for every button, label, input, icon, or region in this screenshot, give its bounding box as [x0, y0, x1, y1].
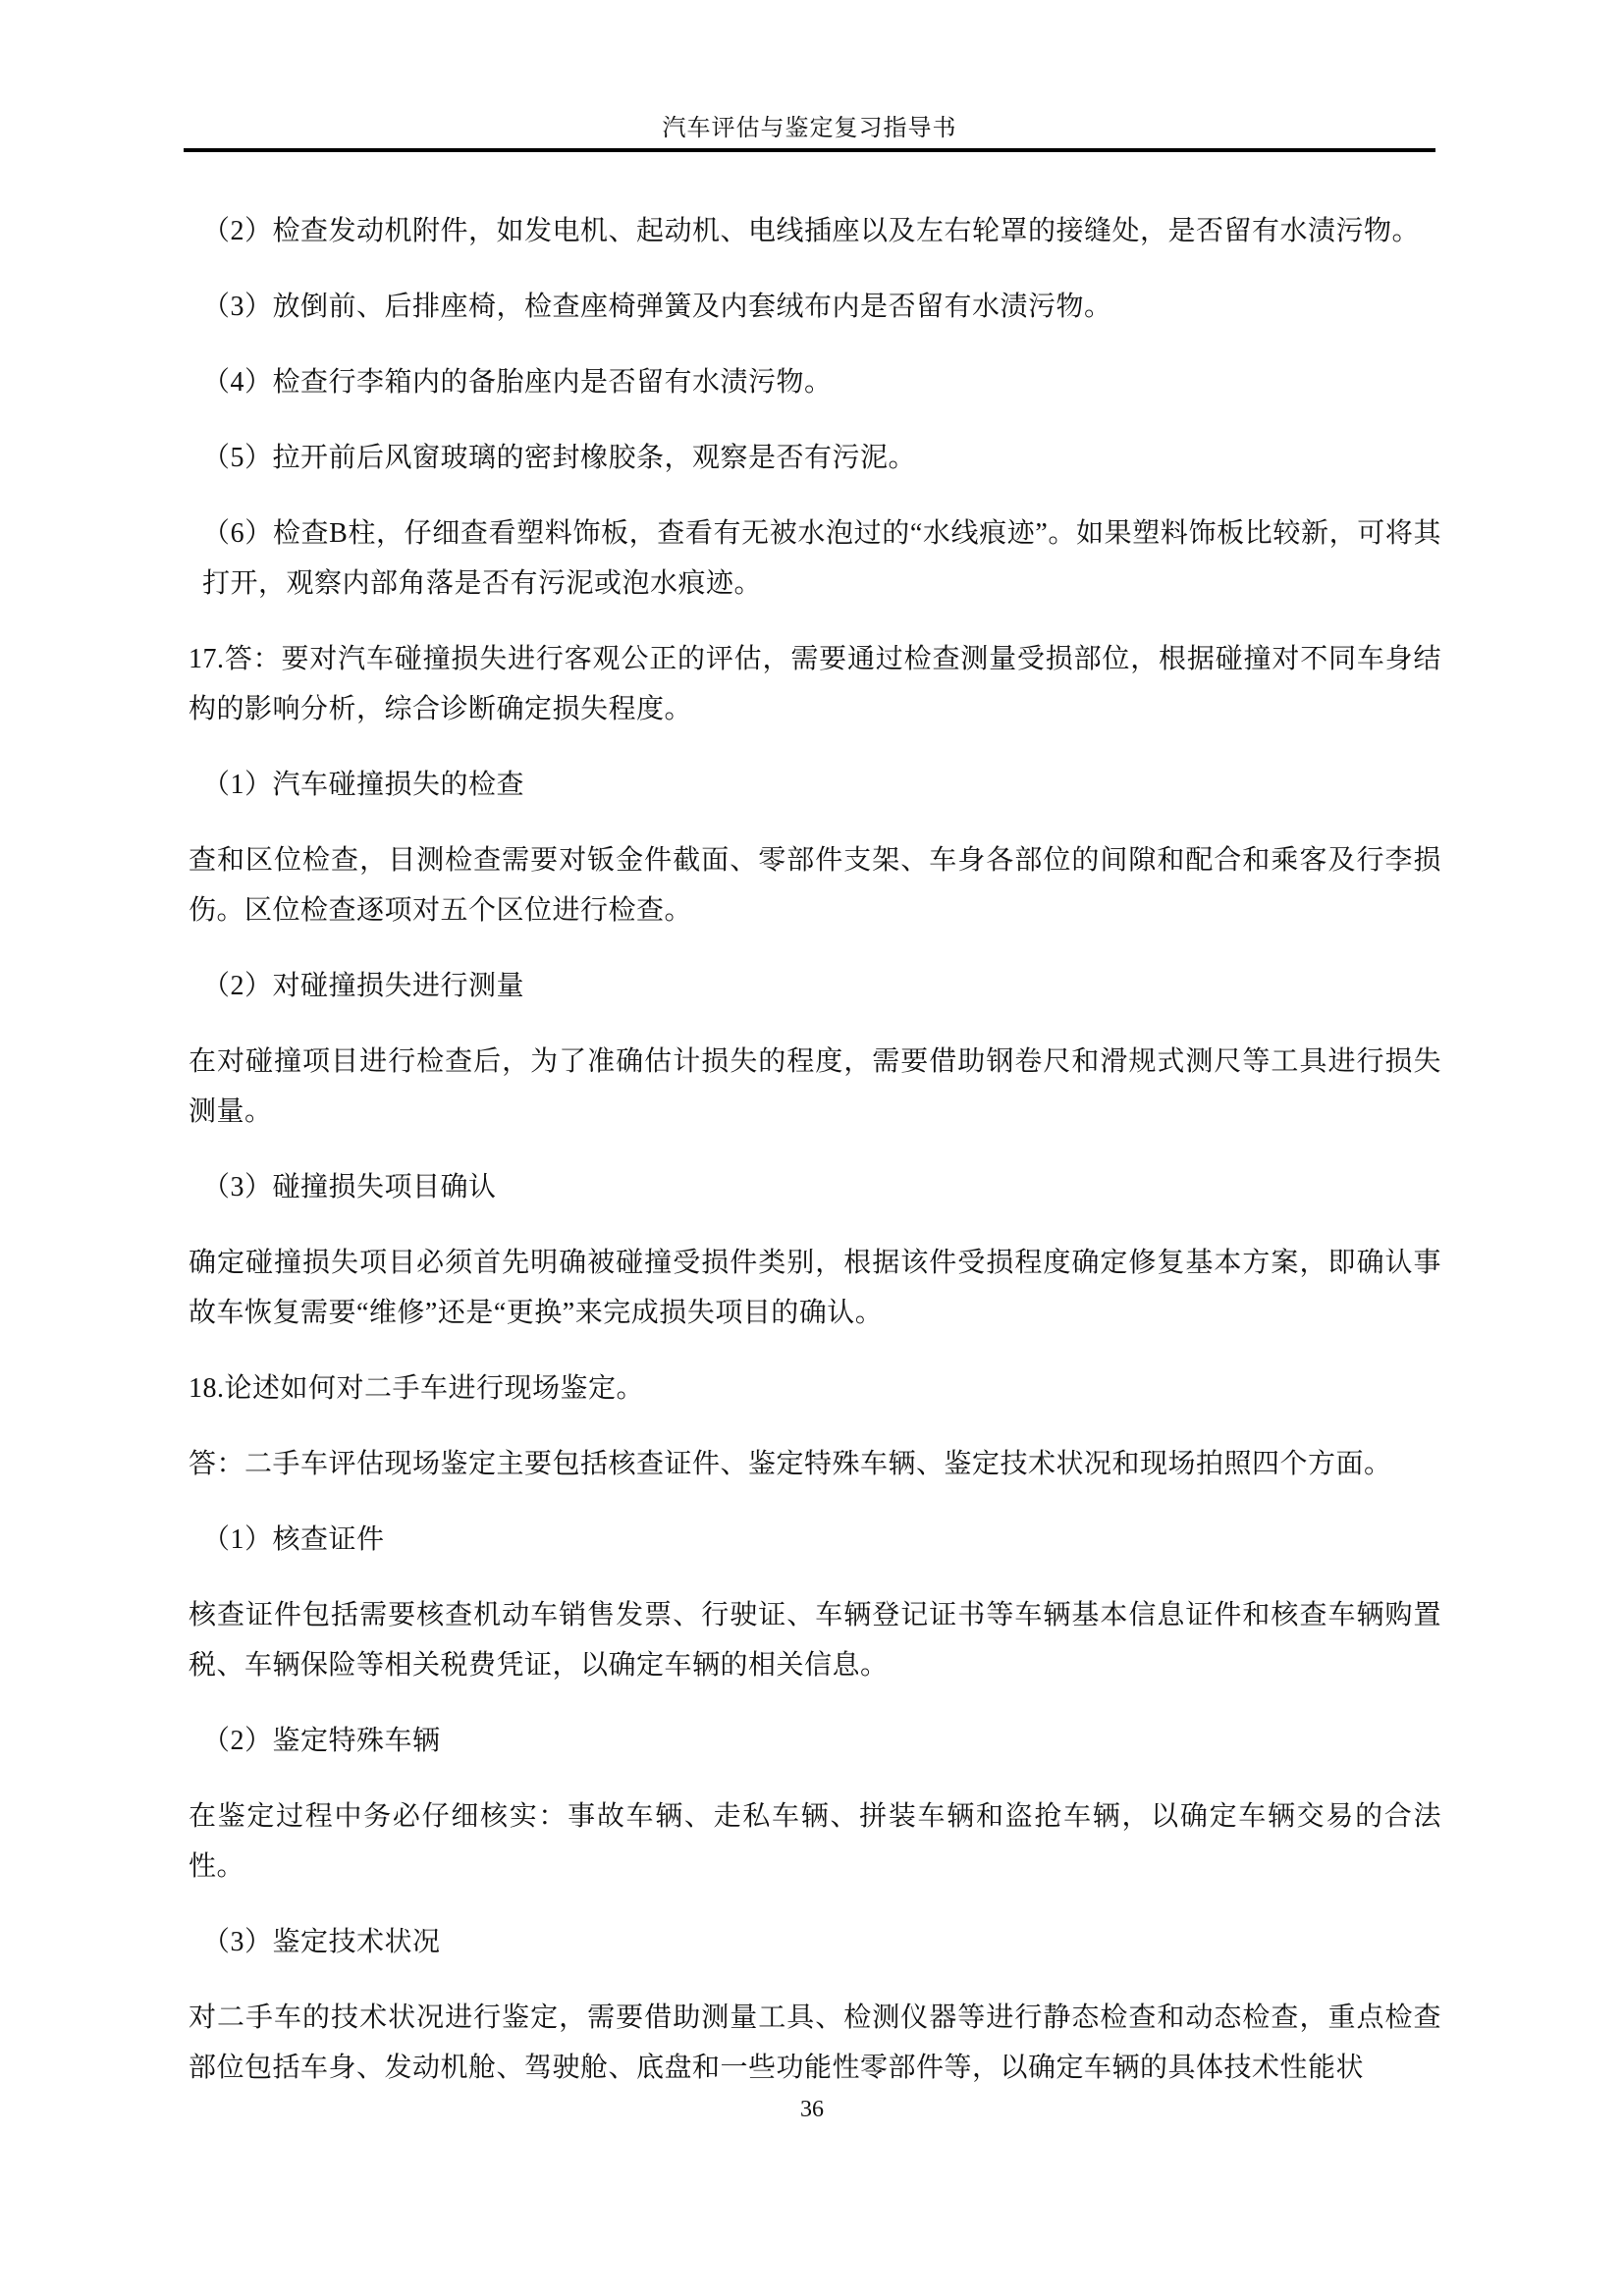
- page-number: 36: [800, 2097, 824, 2122]
- paragraph: （6）检查B柱，仔细查看塑料饰板，查看有无被水泡过的“水线痕迹”。如果塑料饰板比较新，可将其打开，观察内部角落是否有污泥或泡水痕迹。: [202, 518, 1441, 599]
- header-title: 汽车评估与鉴定复习指导书: [662, 116, 957, 141]
- paragraph: 查和区位检查，目测检查需要对钣金件截面、零部件支架、车身各部位的间隙和配合和乘客及行李损伤。区位检查逐项对五个区位进行检查。: [189, 845, 1441, 926]
- paragraph: 答：二手车评估现场鉴定主要包括核查证件、鉴定特殊车辆、鉴定技术状况和现场拍照四个方面。: [189, 1449, 1392, 1479]
- paragraph: 18.论述如何对二手车进行现场鉴定。: [189, 1373, 645, 1404]
- paragraph: 在对碰撞项目进行检查后，为了准确估计损失的程度，需要借助钢卷尺和滑规式测尺等工具进行损失测量。: [189, 1046, 1441, 1127]
- paragraph: （5）拉开前后风窗玻璃的密封橡胶条，观察是否有污泥。: [202, 443, 917, 473]
- paragraph: 17.答：要对汽车碰撞损失进行客观公正的评估，需要通过检查测量受损部位，根据碰撞对不同车身结构的影响分析，综合诊断确定损失程度。: [189, 644, 1441, 724]
- paragraph: （2）检查发动机附件，如发电机、起动机、电线插座以及左右轮罩的接缝处，是否留有水渍污物。: [202, 216, 1421, 246]
- paragraph: （1）核查证件: [202, 1524, 385, 1555]
- paragraph: （1）汽车碰撞损失的检查: [202, 770, 525, 800]
- page-header: [184, 114, 1435, 152]
- paragraph: 在鉴定过程中务必仔细核实：事故车辆、走私车辆、拼装车辆和盗抢车辆，以确定车辆交易的合法性。: [189, 1801, 1441, 1882]
- paragraph: 核查证件包括需要核查机动车销售发票、行驶证、车辆登记证书等车辆基本信息证件和核查车辆购置税、车辆保险等相关税费凭证，以确定车辆的相关信息。: [189, 1600, 1441, 1681]
- paragraph: （4）检查行李箱内的备胎座内是否留有水渍污物。: [202, 367, 833, 398]
- paragraph: （3）碰撞损失项目确认: [202, 1172, 497, 1202]
- paragraph: （3）放倒前、后排座椅，检查座椅弹簧及内套绒布内是否留有水渍污物。: [202, 292, 1112, 322]
- paragraph: （2）鉴定特殊车辆: [202, 1726, 441, 1756]
- paragraph: （3）鉴定技术状况: [202, 1927, 441, 1957]
- paragraph: （2）对碰撞损失进行测量: [202, 971, 525, 1001]
- header-divider: [184, 148, 1435, 152]
- document-body: [189, 206, 1441, 2118]
- paragraph: 对二手车的技术状况进行鉴定，需要借助测量工具、检测仪器等进行静态检查和动态检查，重点检查部位包括车身、发动机舱、驾驶舱、底盘和一些功能性零部件等，以确定车辆的具体技术性能状: [189, 2002, 1441, 2083]
- paragraph: 确定碰撞损失项目必须首先明确被碰撞受损件类别，根据该件受损程度确定修复基本方案，即确认事故车恢复需要“维修”还是“更换”来完成损失项目的确认。: [189, 1248, 1441, 1328]
- page-footer: [0, 2095, 1624, 2124]
